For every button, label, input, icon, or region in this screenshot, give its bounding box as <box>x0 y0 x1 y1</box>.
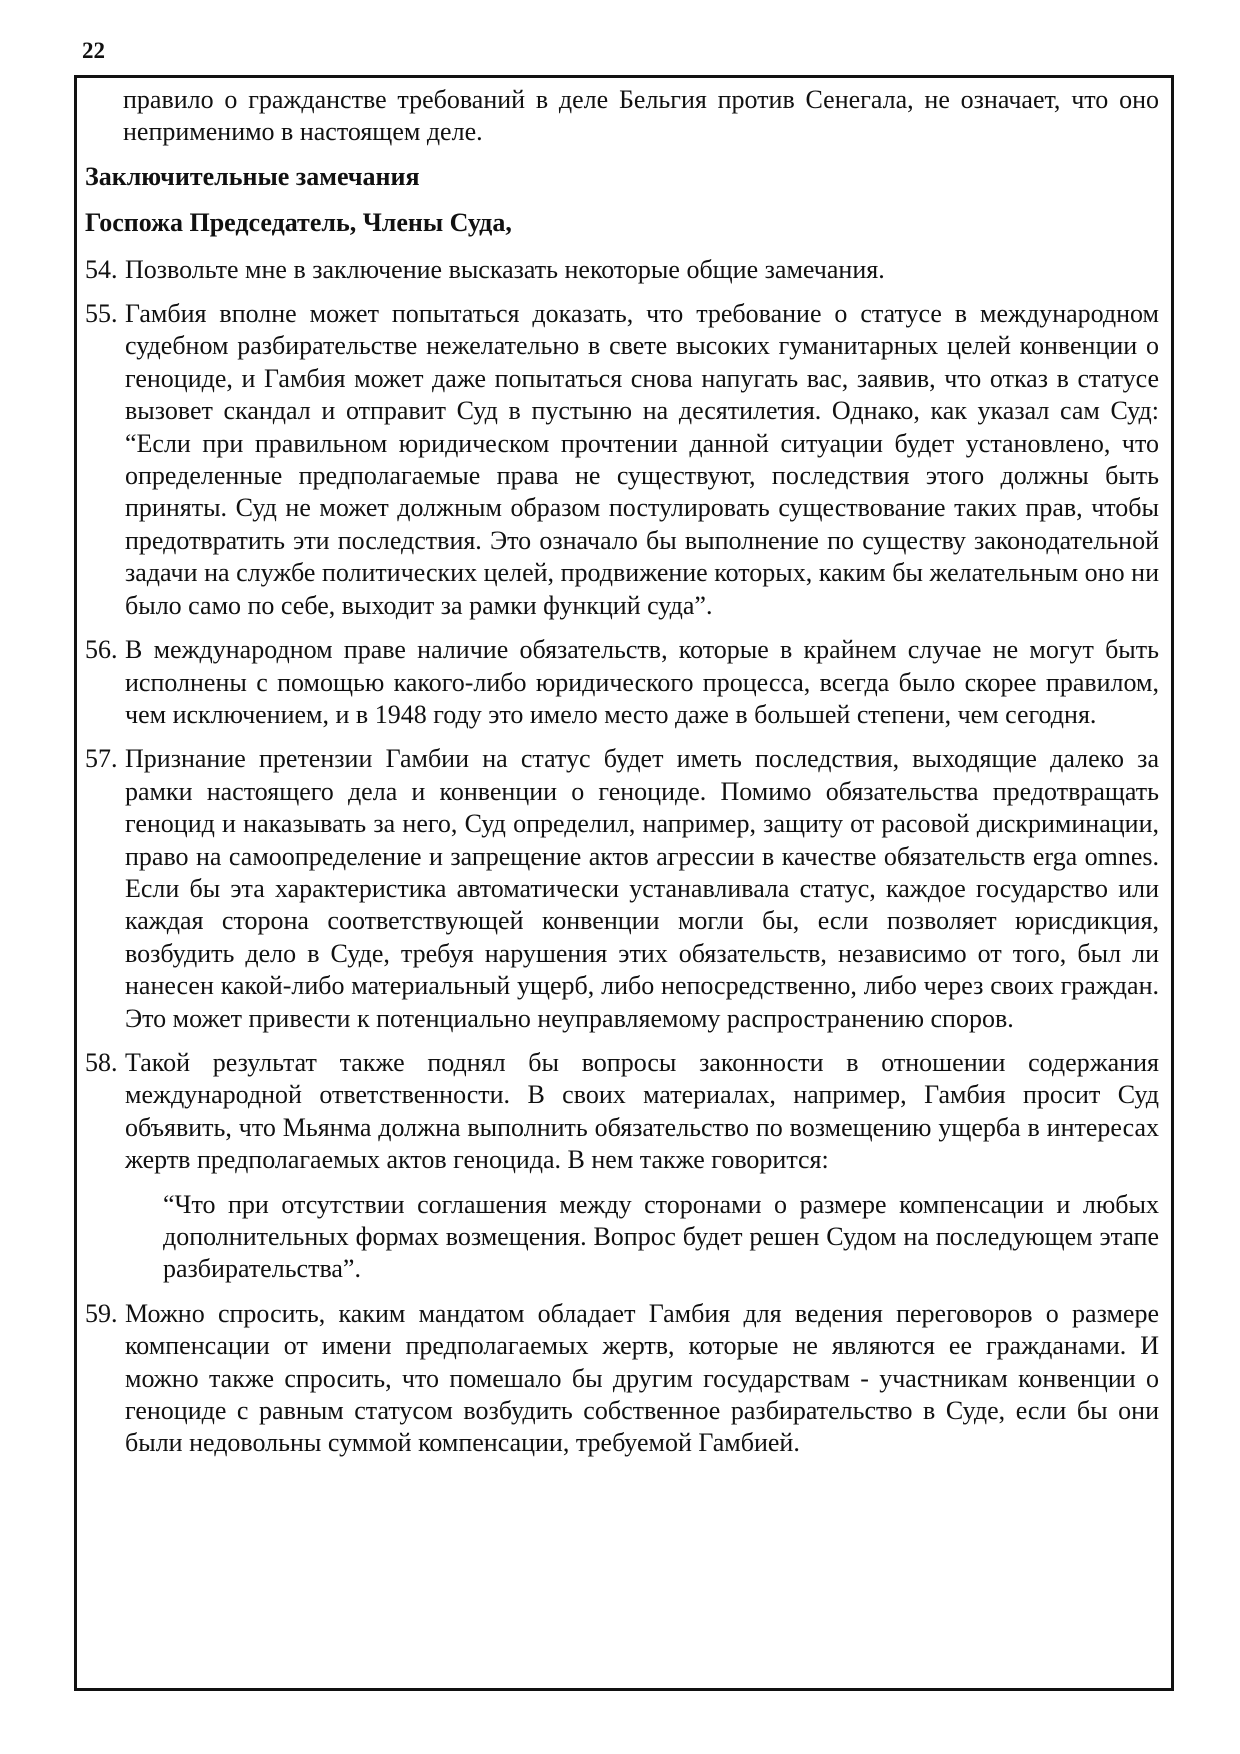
paragraph-number: 54. <box>85 254 118 284</box>
paragraph-text: В международном праве наличие обязательств, которые в крайнем случае не могут быть исполнены с помощью какого-либо юридического процесса, всегда было скорее правилом, чем исключением, и в 1948 году это имело место даже в большей степени, чем сегодня. <box>125 635 1159 729</box>
paragraph-text: Признание претензии Гамбии на статус будет иметь последствия, выходящие далеко за рамки настоящего дела и конвенции о геноциде. Помимо обязательства предотвращать геноцид и наказывать за него, Суд определил, например, защиту от расовой дискриминации, право на самоопределение и запрещение актов агрессии в качестве обязательств erga omnes. Если бы эта характеристика автоматически устанавливала статус, каждое государство или каждая сторона соответствующей конвенции могли бы, если позволяет юрисдикция, возбудить дело в Суде, требуя нарушения этих обязательств, независимо от того, был ли нанесен какой-либо материальный ущерб, либо непосредственно, либо через своих граждан. Это может привести к потенциально неуправляемому распространению споров. <box>125 744 1159 1033</box>
block-quote: “Что при отсутствии соглашения между сторонами о размере компенсации и любых дополнительных формах возмещения. Вопрос будет решен Судом на последующем этапе разбирательства”. <box>163 1189 1159 1284</box>
paragraph-number: 57. <box>85 744 118 774</box>
paragraph-text: Можно спросить, каким мандатом обладает Гамбия для ведения переговоров о размере компенсации от имени предполагаемых жертв, которые не являются ее гражданами. И можно также спросить, что помешало бы другим государствам - участникам конвенции о геноциде с равным статусом возбудить собственное разбирательство в Суде, если бы они были недовольны суммой компенсации, требуемой Гамбией. <box>125 1298 1159 1458</box>
paragraph-55 <box>85 298 1159 622</box>
paragraph-number: 56. <box>85 635 118 665</box>
document-frame <box>74 75 1174 1691</box>
paragraph-57 <box>85 743 1159 1035</box>
section-heading: Заключительные замечания <box>85 161 420 191</box>
paragraph-text: Гамбия вполне может попытаться доказать, что требование о статусе в международном судебном разбирательстве нежелательно в свете высоких гуманитарных целей конвенции о геноциде, и Гамбия может даже попытаться снова напугать вас, заявив, что отказ в статусе вызовет скандал и отправит Суд в пустыню на десятилетия. Однако, как указал сам Суд: “Если при правильном юридическом прочтении данной ситуации будет установлено, что определенные предполагаемые права не существуют, последствия этого должны быть приняты. Суд не может должным образом постулировать существование таких прав, чтобы предотвратить эти последствия. Это означало бы выполнение по существу законодательной задачи на службе политических целей, продвижение которых, каким бы желательным оно ни было само по себе, выходит за рамки функций суда”. <box>125 299 1159 620</box>
salutation: Госпожа Председатель, Члены Суда, <box>85 208 512 238</box>
paragraph-number: 59. <box>85 1298 118 1328</box>
paragraph-54 <box>85 254 1159 286</box>
paragraph-59 <box>85 1298 1159 1460</box>
page-number: 22 <box>82 38 105 63</box>
paragraph-56 <box>85 634 1159 731</box>
paragraph-number: 58. <box>85 1047 118 1077</box>
continuation-text: правило о гражданстве требований в деле Бельгия против Сенегала, не означает, что оно неприменимо в настоящем деле. <box>123 85 1159 147</box>
paragraph-text: Позвольте мне в заключение высказать некоторые общие замечания. <box>125 254 885 284</box>
paragraph-58 <box>85 1047 1159 1177</box>
paragraph-number: 55. <box>85 299 118 329</box>
paragraph-text: Такой результат также поднял бы вопросы законности в отношении содержания международной ответственности. В своих материалах, например, Гамбия просит Суд объявить, что Мьянма должна выполнить обязательство по возмещению ущерба в интересах жертв предполагаемых актов геноцида. В нем также говорится: <box>125 1047 1159 1175</box>
